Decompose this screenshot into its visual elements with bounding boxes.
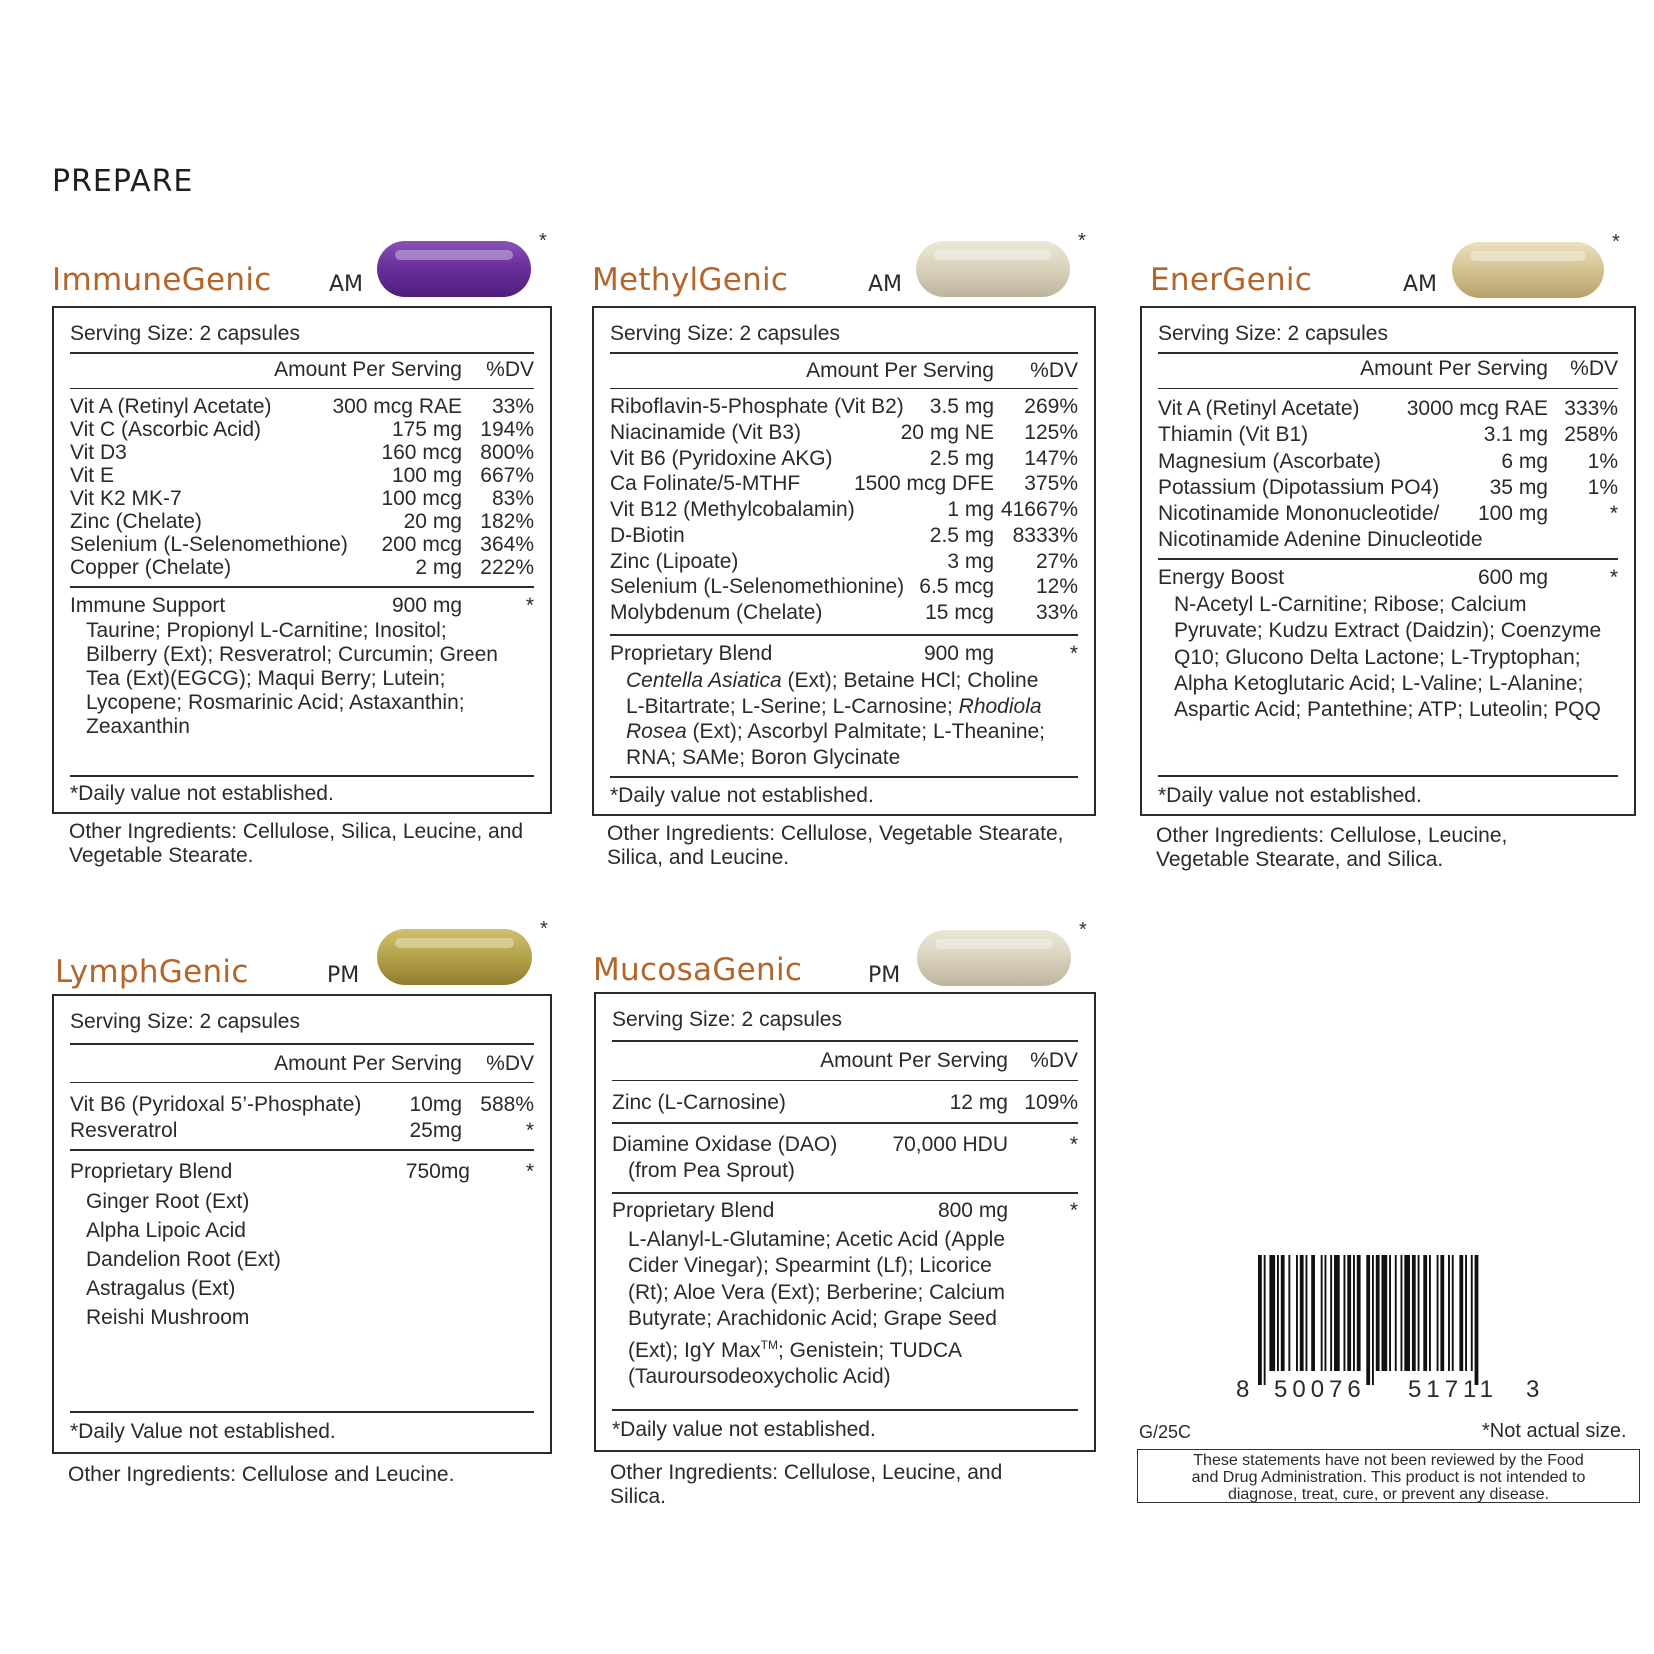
barcode-bar	[1376, 1255, 1380, 1371]
blend-line: (Tauroursodeoxycholic Acid)	[628, 1365, 891, 1389]
barcode-bar	[1296, 1255, 1298, 1371]
blend-text: (Ext); Betaine HCl; Choline	[781, 669, 1039, 692]
barcode-bar	[1269, 1255, 1275, 1371]
nutrient-amount: 200 mcg	[381, 533, 462, 556]
methylgenic-facts-panel	[592, 306, 1096, 816]
nutrient-dv: 83%	[491, 487, 534, 510]
nutrient-name: Zinc (L-Carnosine)	[612, 1091, 786, 1114]
blend-line	[626, 694, 1078, 720]
nutrient-amount: 20 mg NE	[900, 421, 994, 444]
nutrient-name: Ca Folinate/5-MTHF	[610, 472, 801, 495]
blend-dv: *	[1069, 1199, 1078, 1222]
other-ingredients	[610, 1461, 1002, 1509]
nutrient-amount: 3.5 mg	[929, 395, 994, 418]
nutrient-name: D-Biotin	[610, 524, 685, 547]
blend-name: Proprietary Blend	[610, 642, 773, 665]
nutrient-amount: 3 mg	[947, 550, 994, 573]
barcode-bar	[1452, 1255, 1454, 1371]
blend-amount: 750mg	[405, 1160, 470, 1183]
nutrient-name: Selenium (L-Selenomethionine)	[610, 575, 905, 598]
not-actual-size-note: *Not actual size.	[1482, 1420, 1627, 1442]
dv-header: %DV	[1570, 357, 1618, 380]
dv-header: %DV	[486, 1052, 534, 1075]
capsule-asterisk: *	[1078, 230, 1086, 252]
capsule-asterisk: *	[540, 918, 548, 940]
nutrient-dv: *	[525, 1119, 534, 1142]
serving-size: Serving Size: 2 capsules	[612, 1008, 842, 1031]
capsule-image	[377, 929, 532, 985]
serving-size: Serving Size: 2 capsules	[610, 322, 840, 345]
other-ingredients	[68, 1463, 454, 1487]
nutrient-name: Nicotinamide Mononucleotide/	[1158, 502, 1440, 525]
capsule-asterisk: *	[1079, 919, 1087, 941]
barcode-digits-group1: 50076	[1274, 1376, 1366, 1403]
blend-line	[626, 719, 1078, 745]
upc-barcode	[1258, 1255, 1534, 1385]
capsule-asterisk: *	[539, 230, 547, 252]
other-ingredients	[607, 822, 1063, 870]
nutrient-name: Magnesium (Ascorbate)	[1158, 450, 1381, 473]
nutrient-amount: 3.1 mg	[1483, 423, 1548, 446]
barcode-bar	[1404, 1255, 1410, 1371]
nutrient-name: Resveratrol	[70, 1119, 178, 1142]
blend-line: Taurine; Propionyl L-Carnitine; Inositol;	[86, 619, 447, 642]
nutrient-name: Vit A (Retinyl Acetate)	[70, 395, 272, 418]
other-line: Other Ingredients: Cellulose, Leucine,	[1156, 824, 1508, 847]
barcode-bar	[1475, 1255, 1479, 1385]
amount-header: Amount Per Serving	[1360, 357, 1548, 380]
capsule-asterisk: *	[1612, 231, 1620, 253]
mucosagenic-facts-panel	[594, 992, 1096, 1452]
nutrient-dv: 109%	[1024, 1091, 1078, 1114]
capsule-image	[916, 241, 1070, 297]
product-name: EnerGenic	[1150, 262, 1313, 298]
nutrient-dv: 8333%	[1012, 524, 1078, 547]
product-time: AM	[868, 272, 903, 297]
nutrient-amount: 175 mg	[391, 418, 462, 441]
dv-header: %DV	[1030, 1049, 1078, 1072]
barcode-bar	[1325, 1255, 1327, 1371]
nutrient-amount: 10mg	[409, 1093, 462, 1116]
nutrient-name: Molybdenum (Chelate)	[610, 601, 823, 624]
nutrient-dv: 125%	[1024, 421, 1078, 444]
nutrient-name: Vit E	[70, 464, 114, 487]
barcode-bar	[1353, 1255, 1355, 1371]
product-code: G/25C	[1139, 1422, 1192, 1442]
enzyme-name: Diamine Oxidase (DAO)	[612, 1133, 838, 1156]
dv-header: %DV	[486, 358, 534, 381]
barcode-bar	[1389, 1255, 1391, 1371]
footnote: *Daily Value not established.	[70, 1420, 336, 1443]
barcode-bars	[1258, 1255, 1534, 1385]
barcode-bar	[1281, 1255, 1285, 1371]
nutrient-dv: 182%	[480, 510, 534, 533]
serving-size: Serving Size: 2 capsules	[70, 322, 300, 345]
barcode-bar	[1330, 1255, 1332, 1371]
nutrient-name: Vit B12 (Methylcobalamin)	[610, 498, 855, 521]
nutrient-amount: 2.5 mg	[929, 447, 994, 470]
nutrient-amount: 6 mg	[1501, 450, 1548, 473]
nutrient-amount: 12 mg	[949, 1091, 1008, 1114]
blend-amount: 900 mg	[391, 594, 462, 617]
blend-line: RNA; SAMe; Boron Glycinate	[626, 745, 901, 769]
nutrient-amount: 6.5 mcg	[919, 575, 994, 598]
nutrient-dv: 375%	[1024, 472, 1078, 495]
blend-dv: *	[525, 594, 534, 617]
other-line: Silica.	[610, 1485, 667, 1508]
nutrient-amount: 100 mg	[1477, 502, 1548, 525]
nutrient-name: Riboflavin-5-Phosphate (Vit B2)	[610, 395, 904, 418]
nutrient-dv: 269%	[1024, 395, 1078, 418]
other-line: Vegetable Stearate, and Silica.	[1156, 848, 1444, 871]
nutrient-dv: 1%	[1587, 476, 1618, 499]
blend-line: (Rt); Aloe Vera (Ext); Berberine; Calcium	[628, 1280, 1005, 1304]
nutrient-amount: 35 mg	[1489, 476, 1548, 499]
blend-line: Tea (Ext)(EGCG); Maqui Berry; Lutein;	[86, 667, 446, 690]
nutrient-amount: 20 mg	[403, 510, 462, 533]
barcode-bar	[1395, 1255, 1397, 1371]
blend-name: Proprietary Blend	[70, 1160, 233, 1183]
barcode-bar	[1288, 1255, 1290, 1371]
nutrient-name: Vit B6 (Pyridoxal 5’-Phosphate)	[70, 1093, 362, 1116]
blend-italic: Centella Asiatica	[626, 669, 782, 692]
blend-text: L-Bitartrate; L-Serine; L-Carnosine;	[626, 694, 959, 718]
blend-ingredients	[86, 1187, 534, 1332]
capsule-image	[917, 930, 1071, 986]
blend-text: (Ext); IgY Max	[628, 1339, 761, 1363]
nutrient-dv: 364%	[480, 533, 534, 556]
blend-ingredients	[628, 1227, 1078, 1391]
barcode-bar	[1321, 1255, 1323, 1371]
other-line: Silica, and Leucine.	[607, 846, 790, 869]
nutrient-dv: 194%	[480, 418, 534, 441]
blend-ingredients	[626, 668, 1078, 770]
barcode-bar	[1264, 1255, 1266, 1385]
product-name: LymphGenic	[55, 954, 249, 990]
nutrient-amount: 2 mg	[415, 556, 462, 579]
blend-line: Zeaxanthin	[86, 715, 190, 738]
nutrient-dv: 258%	[1564, 423, 1618, 446]
barcode-bar	[1311, 1255, 1315, 1371]
blend-name: Immune Support	[70, 594, 226, 617]
blend-line: Cider Vinegar); Spearmint (Lf); Licorice	[628, 1254, 992, 1278]
enzyme-dv: *	[1069, 1133, 1078, 1156]
nutrient-name: Vit D3	[70, 441, 127, 464]
blend-line: Q10; Glucono Delta Lactone; L-Tryptophan;	[1174, 645, 1581, 669]
nutrient-name: Nicotinamide Adenine Dinucleotide	[1158, 528, 1483, 551]
nutrient-dv: 1%	[1587, 450, 1618, 473]
nutrient-amount: 100 mg	[391, 464, 462, 487]
other-line: Other Ingredients: Cellulose and Leucine.	[68, 1463, 455, 1486]
blend-line: Lycopene; Rosmarinic Acid; Astaxanthin;	[86, 691, 465, 714]
blend-line: Astragalus (Ext)	[86, 1277, 236, 1300]
nutrient-dv: 667%	[480, 464, 534, 487]
serving-size: Serving Size: 2 capsules	[1158, 322, 1388, 345]
capsule-image	[377, 241, 531, 297]
barcode-digit-left: 8	[1236, 1376, 1250, 1403]
blend-line: Alpha Ketoglutaric Acid; L-Valine; L-Alanine;	[1174, 671, 1584, 695]
nutrient-amount: 15 mcg	[925, 601, 994, 624]
amount-header: Amount Per Serving	[274, 358, 462, 381]
product-time: PM	[327, 963, 360, 988]
barcode-bar	[1437, 1255, 1439, 1371]
fda-line: diagnose, treat, cure, or prevent any disease.	[1227, 1486, 1550, 1503]
nutrient-name: Selenium (L-Selenomethione)	[70, 533, 348, 556]
barcode-bar	[1357, 1255, 1361, 1371]
immunegenic-facts-panel	[52, 306, 552, 814]
blend-ingredients	[86, 619, 534, 739]
nutrient-name: Vit A (Retinyl Acetate)	[1158, 397, 1360, 420]
nutrient-amount: 100 mcg	[381, 487, 462, 510]
nutrient-name: Zinc (Chelate)	[70, 510, 202, 533]
blend-line: Pyruvate; Kudzu Extract (Daidzin); Coenzyme	[1174, 619, 1602, 643]
page-title: PREPARE	[52, 164, 194, 199]
barcode-bar	[1412, 1255, 1416, 1371]
amount-header: Amount Per Serving	[806, 359, 994, 382]
blend-line: Aspartic Acid; Pantethine; ATP; Luteolin; PQQ	[1174, 698, 1601, 722]
blend-line: Ginger Root (Ext)	[86, 1190, 250, 1213]
product-name: MucosaGenic	[593, 952, 803, 988]
barcode-bar	[1465, 1255, 1467, 1371]
blend-dv: *	[1609, 566, 1618, 589]
other-ingredients	[69, 820, 523, 868]
barcode-bar	[1258, 1255, 1262, 1385]
other-line: Other Ingredients: Cellulose, Silica, Leucine, and	[69, 820, 524, 843]
nutrient-name: Potassium (Dipotassium PO4)	[1158, 476, 1440, 499]
nutrient-amount: 1 mg	[947, 498, 994, 521]
nutrient-amount: 1500 mcg DFE	[853, 472, 994, 495]
product-time: PM	[868, 963, 901, 988]
enzyme-amount: 70,000 HDU	[892, 1133, 1008, 1156]
barcode-bar	[1306, 1255, 1308, 1371]
footnote: *Daily value not established.	[610, 784, 874, 807]
barcode-bar	[1366, 1255, 1370, 1385]
nutrient-name: Vit B6 (Pyridoxine AKG)	[610, 447, 833, 470]
blend-amount: 800 mg	[937, 1199, 1008, 1222]
barcode-bar	[1372, 1255, 1374, 1385]
nutrient-amount: 160 mcg	[381, 441, 462, 464]
nutrient-dv: 33%	[1035, 601, 1078, 624]
other-line: Other Ingredients: Cellulose, Vegetable Stearate,	[607, 822, 1064, 845]
fda-disclaimer	[1137, 1449, 1640, 1503]
barcode-bar	[1344, 1255, 1346, 1371]
blend-name: Proprietary Blend	[612, 1199, 775, 1222]
nutrient-name: Copper (Chelate)	[70, 556, 232, 579]
blend-amount: 900 mg	[923, 642, 994, 665]
nutrient-dv: 800%	[480, 441, 534, 464]
dv-header: %DV	[1030, 359, 1078, 382]
nutrient-name: Vit C (Ascorbic Acid)	[70, 418, 261, 441]
blend-line: Reishi Mushroom	[86, 1306, 250, 1329]
barcode-digit-right: 3	[1526, 1376, 1540, 1403]
nutrient-dv: 333%	[1564, 397, 1618, 420]
product-time: AM	[1403, 272, 1438, 297]
blend-ingredients	[1174, 592, 1618, 723]
nutrient-amount: 25mg	[409, 1119, 462, 1142]
nutrient-name: Thiamin (Vit B1)	[1158, 423, 1309, 446]
blend-line	[626, 668, 1078, 694]
blend-amount: 600 mg	[1477, 566, 1548, 589]
barcode-bar	[1440, 1255, 1444, 1371]
product-name: MethylGenic	[592, 262, 789, 298]
trademark-mark: TM	[760, 1338, 778, 1353]
nutrient-amount: 3000 mcg RAE	[1406, 397, 1548, 420]
nutrient-dv: 33%	[491, 395, 534, 418]
nutrient-name: Niacinamide (Vit B3)	[610, 421, 802, 444]
barcode-bar	[1429, 1255, 1431, 1371]
blend-line: Alpha Lipoic Acid	[86, 1219, 246, 1242]
barcode-bar	[1277, 1255, 1279, 1371]
product-time: AM	[329, 272, 364, 297]
nutrient-amount: 2.5 mg	[929, 524, 994, 547]
nutrient-dv: 41667%	[1000, 498, 1078, 521]
barcode-bar	[1401, 1255, 1403, 1371]
blend-text: (Ext); Ascorbyl Palmitate; L-Theanine;	[686, 720, 1046, 743]
other-line: Other Ingredients: Cellulose, Leucine, and	[610, 1461, 1003, 1484]
other-line: Vegetable Stearate.	[69, 844, 254, 867]
blend-line: Dandelion Root (Ext)	[86, 1248, 281, 1271]
barcode-bar	[1459, 1255, 1463, 1371]
blend-line: L-Alanyl-L-Glutamine; Acetic Acid (Apple	[628, 1228, 1006, 1251]
blend-italic: Rosea	[626, 720, 687, 743]
nutrient-dv: 27%	[1035, 550, 1078, 573]
footnote: *Daily value not established.	[70, 782, 334, 805]
nutrient-dv: 12%	[1035, 575, 1078, 598]
product-name: ImmuneGenic	[52, 262, 272, 298]
blend-dv: *	[1069, 642, 1078, 665]
amount-header: Amount Per Serving	[274, 1052, 462, 1075]
enzyme-source: (from Pea Sprout)	[628, 1159, 795, 1182]
barcode-bar	[1382, 1255, 1388, 1371]
barcode-digits-group2: 51711	[1408, 1376, 1498, 1403]
lymphgenic-facts-panel	[52, 994, 552, 1454]
barcode-bar	[1418, 1255, 1420, 1371]
barcode-bar	[1347, 1255, 1351, 1371]
nutrient-amount: 300 mcg RAE	[332, 395, 462, 418]
blend-line: Bilberry (Ext); Resveratrol; Curcumin; Green	[86, 643, 498, 666]
barcode-bar	[1423, 1255, 1427, 1371]
other-ingredients	[1156, 824, 1507, 872]
fda-line: and Drug Administration. This product is not intended to	[1191, 1469, 1586, 1486]
capsule-image	[1452, 242, 1604, 298]
fda-line: These statements have not been reviewed by the Food	[1193, 1452, 1584, 1469]
blend-name: Energy Boost	[1158, 566, 1285, 589]
blend-line: Butyrate; Arachidonic Acid; Grape Seed	[628, 1306, 997, 1330]
blend-italic: Rhodiola	[958, 694, 1042, 718]
blend-line: N-Acetyl L-Carnitine; Ribose; Calcium	[1174, 593, 1527, 616]
barcode-bar	[1300, 1255, 1304, 1371]
barcode-bar	[1448, 1255, 1450, 1371]
blend-text: ; Genistein; TUDCA	[777, 1339, 962, 1363]
barcode-bar	[1334, 1255, 1340, 1371]
nutrient-dv: 222%	[480, 556, 534, 579]
blend-dv: *	[525, 1160, 534, 1183]
energenic-facts-panel	[1140, 306, 1636, 816]
footnote: *Daily value not established.	[1158, 784, 1422, 807]
serving-size: Serving Size: 2 capsules	[70, 1010, 300, 1033]
nutrient-dv: *	[1609, 502, 1618, 525]
barcode-bar	[1471, 1255, 1473, 1371]
nutrient-name: Vit K2 MK-7	[70, 487, 182, 510]
amount-header: Amount Per Serving	[820, 1049, 1008, 1072]
blend-line	[628, 1332, 1078, 1364]
nutrient-dv: 588%	[480, 1093, 534, 1116]
nutrient-name: Zinc (Lipoate)	[610, 550, 739, 573]
nutrient-dv: 147%	[1024, 447, 1078, 470]
footnote: *Daily value not established.	[612, 1418, 876, 1441]
